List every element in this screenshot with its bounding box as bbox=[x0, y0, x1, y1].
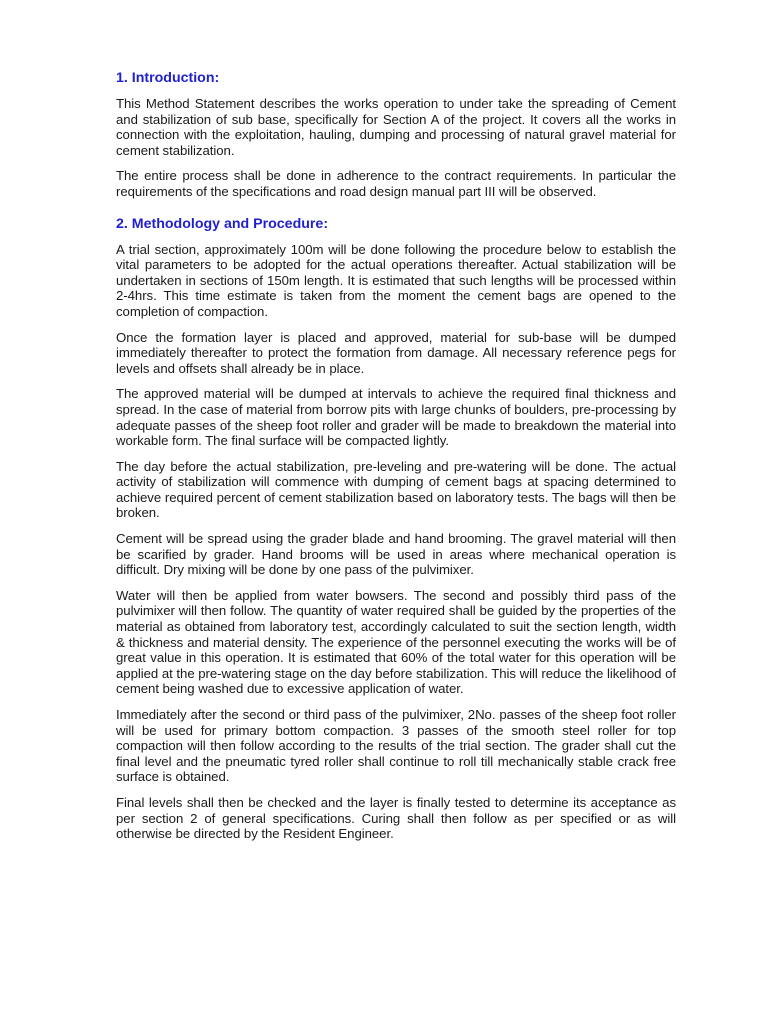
document-body bbox=[116, 68, 676, 852]
intro-paragraph-1: This Method Statement describes the works operation to under take the spreading of Cement and stabilization of sub base, specifically for Section A of the project. It covers all the works in connection with the exploitation, hauling, dumping and processing of natural gravel material for cement stabilization. bbox=[116, 96, 676, 158]
method-paragraph-2: Once the formation layer is placed and approved, material for sub-base will be dumped immediately thereafter to protect the formation from damage. All necessary reference pegs for levels and offsets shall already be in place. bbox=[116, 329, 676, 376]
method-paragraph-6: Water will then be applied from water bowsers. The second and possibly third pass of the pulvimixer will then follow. The quantity of water required shall be guided by the properties of the material as obtained from laboratory test, accordingly calculated to suit the section length, width & thickness and material density. The experience of the personnel executing the works will be of great value in this operation. It is estimated that 60% of the total water for this operation will be applied at the pre-watering stage on the day before stabilization. This will reduce the likelihood of cement being washed due to excessive application of water. bbox=[116, 587, 676, 697]
method-paragraph-3: The approved material will be dumped at intervals to achieve the required final thickness and spread. In the case of material from borrow pits with large chunks of boulders, pre-processing by adequate passes of the sheep foot roller and grader will be made to breakdown the material into workable form. The final surface will be compacted lightly. bbox=[116, 386, 676, 449]
method-paragraph-4: The day before the actual stabilization, pre-leveling and pre-watering will be done. The actual activity of stabilization will commence with dumping of cement bags at spacing determined to achieve required percent of cement stabilization based on laboratory tests. The bags will then be broken. bbox=[116, 458, 676, 521]
section-2-heading: 2. Methodology and Procedure: bbox=[116, 215, 329, 232]
method-paragraph-5: Cement will be spread using the grader blade and hand brooming. The gravel material will then be scarified by grader. Hand brooms will be used in areas where mechanical operation is difficult. Dry mixing will be done by one pass of the pulvimixer. bbox=[116, 531, 676, 578]
method-paragraph-8: Final levels shall then be checked and the layer is finally tested to determine its acceptance as per section 2 of general specifications. Curing shall then follow as per specified or as will otherwise be directed by the Resident Engineer. bbox=[116, 794, 676, 842]
method-paragraph-1: A trial section, approximately 100m will be done following the procedure below to establish the vital parameters to be adopted for the actual operations thereafter. Actual stabilization will be undertaken in sections of 150m length. It is estimated that such lengths will be processed within 2-4hrs. This time estimate is taken from the moment the cement bags are opened to the completion of compaction. bbox=[116, 241, 676, 319]
section-1-heading: 1. Introduction: bbox=[116, 70, 220, 86]
method-paragraph-7: Immediately after the second or third pass of the pulvimixer, 2No. passes of the sheep foot roller will be used for primary bottom compaction. 3 passes of the smooth steel roller for top compaction will then follow according to the results of the trial section. The grader shall cut the final level and the pneumatic tyred roller shall continue to roll till mechanically stable crack free surface is obtained. bbox=[116, 707, 676, 785]
intro-paragraph-2: The entire process shall be done in adherence to the contract requirements. In particular the requirements of the specifications and road design manual part III will be observed. bbox=[116, 168, 676, 199]
